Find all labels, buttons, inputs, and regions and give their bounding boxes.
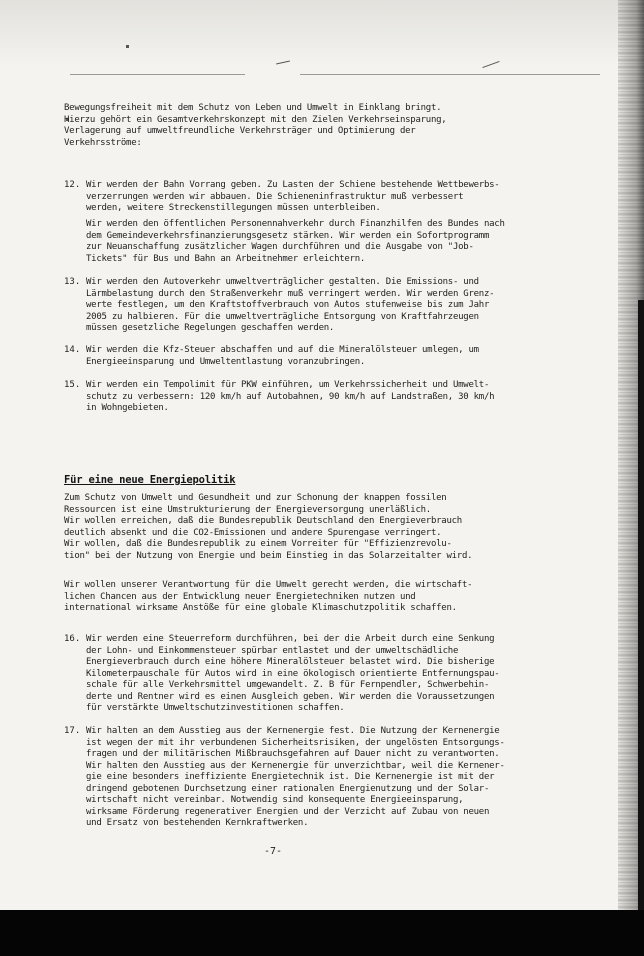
scan-speck: [126, 45, 129, 48]
text-line: schale für alle Verkehrsmittel umgewandelt. Z. B für Fernpendler, Schwerbehin-: [86, 680, 490, 690]
text-line: Wir werden den Autoverkehr umweltverträglicher gestalten. Die Emissions- und: [86, 277, 479, 287]
scan-top-shadow: [0, 0, 644, 78]
text-line: 2005 zu halbieren. Für die umweltverträgliche Entsorgung von Kraftfahrzeugen: [86, 311, 479, 322]
item-number: 15.: [64, 380, 81, 390]
text-line: Hierzu gehört ein Gesamtverkehrskonzept mit den Zielen Verkehrseinsparung,: [64, 114, 447, 125]
scan-artifact-line: [70, 74, 245, 75]
item-13-paragraph: [86, 277, 494, 335]
text-line: Lärmbelastung durch den Straßenverkehr muß verringert werden. Wir werden Grenz-: [86, 288, 495, 299]
text-line: Energieverbrauch durch eine höhere Mineralölsteuer belastet wird. Die bisherige: [86, 657, 495, 667]
text-line: international wirksame Anstöße für eine globale Klimaschutzpolitik schaffen.: [64, 603, 457, 613]
text-line: Bewegungsfreiheit mit dem Schutz von Leben und Umwelt in Einklang bringt.: [64, 103, 442, 113]
text-line: wirtschaft nicht vereinbar. Notwendig sind konsequente Energieeinsparung,: [86, 795, 464, 805]
section-paragraph-1: [64, 493, 472, 562]
text-line: Wir werden die Kfz-Steuer abschaffen und auf die Mineralölsteuer umlegen, um: [86, 345, 479, 355]
item-15-paragraph: [86, 380, 494, 415]
intro-paragraph: [64, 103, 446, 149]
text-line: ist wegen der mit ihr verbundenen Sicherheitsrisiken, der ungelösten Entsorgungs-: [86, 737, 505, 748]
item-14-paragraph: [86, 345, 479, 368]
item-16-paragraph: [86, 634, 499, 715]
text-line: Tickets" für Bus und Bahn an Arbeitnehmer erleichtern.: [86, 253, 366, 264]
item-12-paragraph-2: [86, 219, 505, 265]
text-line: tion" bei der Nutzung von Energie und beim Einstieg in das Solarzeitalter wird.: [64, 550, 473, 561]
text-line: Wir halten an dem Ausstieg aus der Kernenergie fest. Die Nutzung der Kernenergie: [86, 726, 500, 736]
item-number: 12.: [64, 180, 81, 190]
text-line: fragen und der militärischen Mißbrauchsgefahren auf Dauer nicht zu verantworten.: [86, 749, 500, 759]
text-line: lichen Chancen aus der Entwicklung neuer Energietechniken nutzen und: [64, 591, 416, 602]
text-line: Wir wollen erreichen, daß die Bundesrepublik Deutschland den Energieverbrauch: [64, 516, 462, 526]
text-line: Wir werden den öffentlichen Personennahverkehr durch Finanzhilfen des Bundes nach: [86, 219, 505, 229]
text-line: dringend gebotenen Durchsetzung einer rationalen Energienutzung und der Solar-: [86, 783, 490, 794]
text-line: der Lohn- und Einkommensteuer spürbar entlastet und der umweltschädliche: [86, 645, 459, 656]
item-12-paragraph-1: [86, 180, 499, 215]
item-number: 13.: [64, 277, 81, 287]
text-line: in Wohngebieten.: [86, 403, 169, 413]
text-line: Kilometerpauschale für Autos wird in eine ökologisch orientierte Entfernungspau-: [86, 668, 500, 679]
text-line: Wir werden der Bahn Vorrang geben. Zu Lasten der Schiene bestehende Wettbewerbs-: [86, 180, 500, 190]
item-number: 16.: [64, 634, 81, 644]
text-line: dem Gemeindeverkehrsfinanzierungsgesetz stärken. Wir werden ein Sofortprogramm: [86, 230, 490, 241]
text-line: Energieeinsparung und Umweltentlastung voranzubringen.: [86, 356, 366, 367]
section-paragraph-2: [64, 580, 472, 615]
text-line: werte festlegen, um den Kraftstoffverbrauch von Autos stufenweise bis zum Jahr: [86, 300, 490, 310]
item-number: 17.: [64, 726, 81, 736]
text-line: für verstärkte Umweltschutzinvestitionen schaffen.: [86, 703, 345, 713]
text-line: gie eine besonders ineffiziente Energietechnik ist. Die Kernenergie ist mit der: [86, 772, 495, 782]
text-line: wirksame Förderung regenerativer Energien und der Verzicht auf Zubau von neuen: [86, 806, 490, 817]
item-number: 14.: [64, 345, 81, 355]
scan-bottom-band: [0, 910, 644, 956]
text-line: zur Neuanschaffung zusätzlicher Wagen durchführen und die Ausgabe von "Job-: [86, 242, 474, 252]
scan-right-edge: [638, 300, 644, 910]
text-line: Wir werden eine Steuerreform durchführen, bei der die Arbeit durch eine Senkung: [86, 634, 495, 644]
page-number: -7-: [264, 846, 283, 857]
text-line: Wir halten den Ausstieg aus der Kernenergie für unverzichtbar, weil die Kernener-: [86, 760, 505, 771]
text-line: Ressourcen ist eine Umstrukturierung der Energieversorgung unerläßlich.: [64, 504, 431, 515]
text-line: müssen gesetzliche Regelungen geschaffen werden.: [86, 323, 335, 333]
item-17-paragraph: [86, 726, 505, 830]
text-line: verzerrungen werden wir abbauen. Die Schieneninfrastruktur muß verbessert: [86, 191, 464, 202]
text-line: und Ersatz von bestehenden Kernkraftwerken.: [86, 818, 309, 828]
text-line: Wir werden ein Tempolimit für PKW einführen, um Verkehrssicherheit und Umwelt-: [86, 380, 490, 390]
text-line: Zum Schutz von Umwelt und Gesundheit und zur Schonung der knappen fossilen: [64, 493, 447, 503]
text-line: schutz zu verbessern: 120 km/h auf Autobahnen, 90 km/h auf Landstraßen, 30 km/h: [86, 391, 495, 402]
scan-artifact-line: [300, 74, 600, 75]
text-line: deutlich absenkt und die CO2-Emissionen und andere Spurengase verringert.: [64, 527, 442, 538]
text-line: Verlagerung auf umweltfreundliche Verkehrsträger und Optimierung der: [64, 126, 416, 136]
text-line: derte und Rentner wird es einen Ausgleich geben. Wir werden die Voraussetzungen: [86, 691, 495, 702]
text-line: Verkehrsströme:: [64, 137, 142, 148]
text-line: Wir wollen unserer Verantwortung für die Umwelt gerecht werden, die wirtschaft-: [64, 580, 473, 590]
section-heading: Für eine neue Energiepolitik: [64, 474, 236, 486]
text-line: Wir wollen, daß die Bundesrepublik zu einem Vorreiter für "Effizienzrevolu-: [64, 539, 452, 549]
text-line: werden, weitere Streckenstillegungen müssen unterbleiben.: [86, 203, 381, 213]
